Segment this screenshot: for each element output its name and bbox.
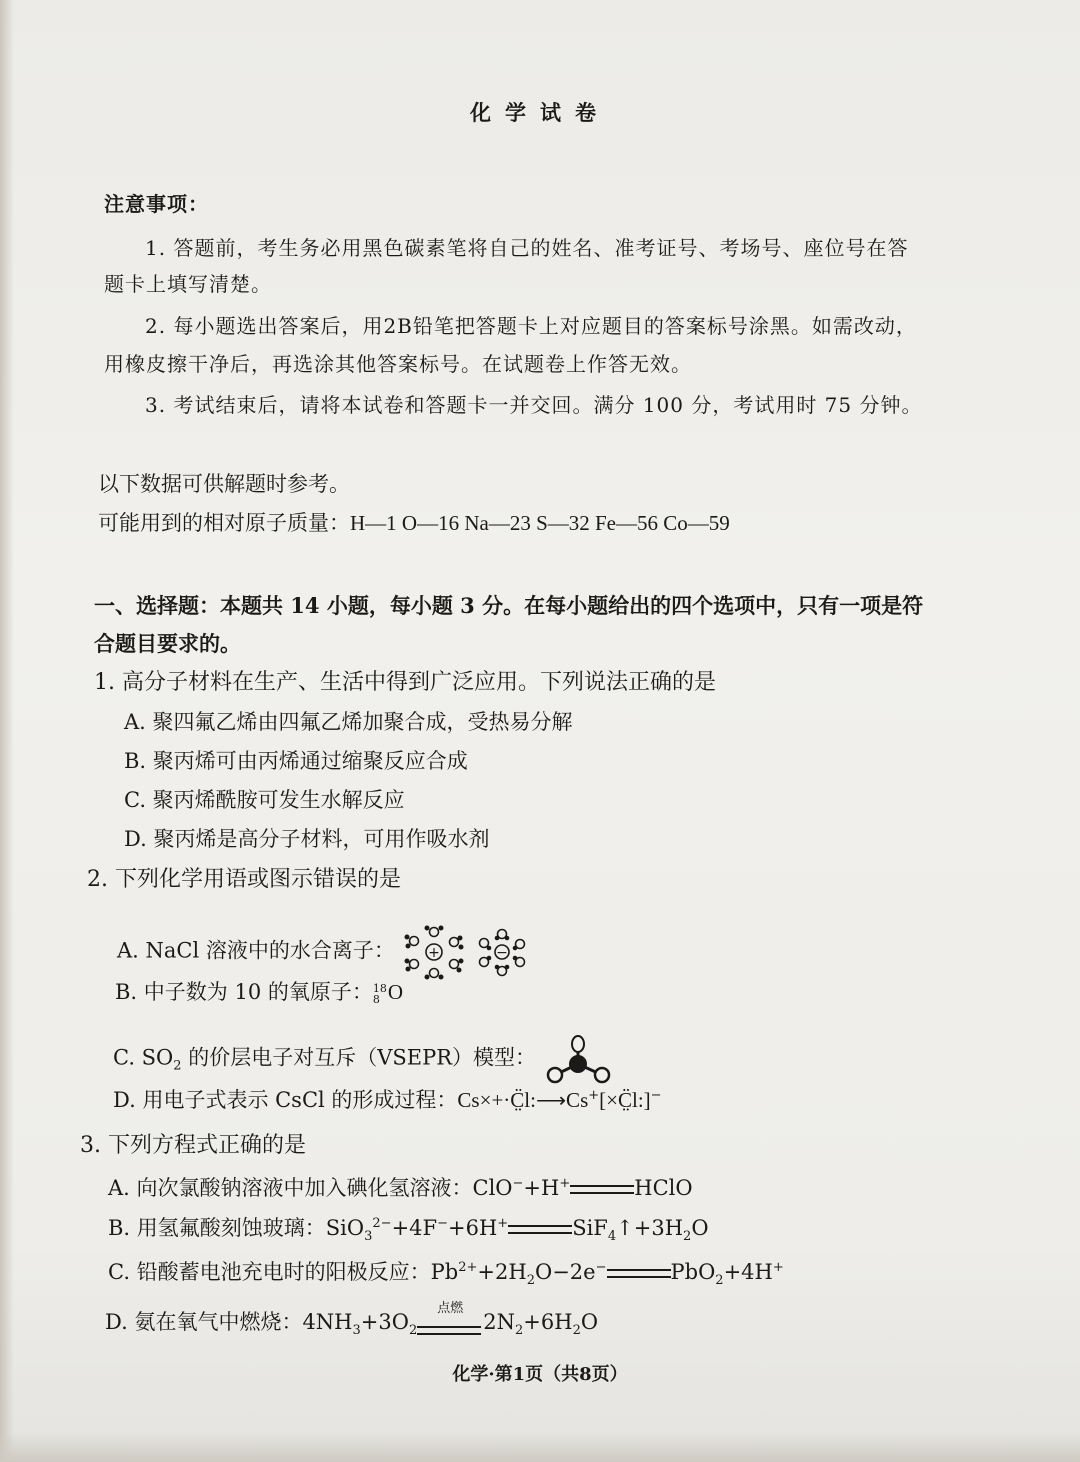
q2-option-c-text-2: 的价层电子对互斥（VSEPR）模型：: [181, 1045, 537, 1070]
isotope-numbers: [373, 983, 387, 1005]
q2-option-b-text: B. 中子数为 10 的氧原子：: [115, 980, 373, 1004]
q2-option-a-text: A. NaCl 溶液中的水合离子：: [117, 938, 395, 963]
q3-c-mid-2: O−2e: [534, 1260, 596, 1284]
q1-option-b: B. 聚丙烯可由丙烯通过缩聚反应合成: [124, 749, 468, 773]
page-shadow-bottom: [0, 1432, 1080, 1462]
q3-c-end: +4H: [723, 1260, 773, 1284]
minus-sign: −: [495, 945, 508, 961]
q3-option-a: [108, 1176, 693, 1201]
reference-note: 以下数据可供解题时参考。: [98, 472, 350, 496]
q3-b-sup-2: −: [437, 1216, 448, 1231]
q3-c-sup-3: +: [772, 1260, 784, 1275]
q3-b-sub-3: 2: [683, 1229, 692, 1245]
q3-b-product: SiF: [572, 1216, 608, 1240]
q3-a-sup-2: +: [559, 1176, 571, 1191]
notice-item-2-line-1: 2. 每小题选出答案后，用2B铅笔把答题卡上对应题目的答案标号涂黑。如需改动，: [145, 314, 917, 338]
atomic-number: 8: [372, 992, 380, 1006]
q3-d-o: O: [580, 1310, 599, 1334]
q3-d-sub-2: 2: [408, 1323, 418, 1339]
q3-c-sup: 2+: [458, 1260, 478, 1275]
section-1-heading-line-1: 一、选择题：本题共 14 小题，每小题 3 分。在每小题给出的四个选项中，只有一项是符: [94, 593, 924, 618]
q3-b-sub: 3: [364, 1229, 373, 1245]
q3-b-sub-2: 4: [607, 1229, 617, 1245]
q3-c-mid: +2H: [477, 1260, 527, 1284]
q2-option-c: [113, 1034, 613, 1084]
q3-b-end: ↑+3H: [616, 1216, 684, 1240]
page-title: 化学试卷: [470, 100, 610, 125]
q3-c-product: PbO: [670, 1260, 716, 1284]
q2-option-d-text: D. 用电子式表示 CsCl 的形成过程：: [113, 1088, 458, 1112]
notice-item-1-line-1: 1. 答题前，考生务必用黑色碳素笔将自己的姓名、准考证号、考场号、座位号在答: [145, 236, 909, 260]
equals-sign: [570, 1185, 634, 1194]
reaction-condition: [417, 1300, 483, 1331]
q1-option-a: A. 聚四氟乙烯由四氟乙烯加聚合成，受热易分解: [124, 710, 573, 734]
q3-d-end: +6H: [523, 1310, 573, 1334]
q3-b-sup-3: +: [497, 1216, 509, 1231]
ignition-condition: 点燃: [437, 1300, 464, 1316]
q2-stem: 2. 下列化学用语或图示错误的是: [87, 867, 401, 892]
q1-option-c: C. 聚丙烯酰胺可发生水解反应: [124, 788, 405, 812]
q3-d-text: D. 氨在氧气中燃烧：4NH: [105, 1310, 353, 1334]
q2-option-c-text: C. SO: [113, 1045, 174, 1070]
q2-option-c-sub: 2: [173, 1058, 182, 1074]
q3-c-sub-2: 2: [715, 1273, 724, 1289]
plus-sign: +: [427, 945, 440, 961]
q1-stem: 1. 高分子材料在生产、生活中得到广泛应用。下列说法正确的是: [94, 670, 716, 695]
q2-option-a: [117, 924, 532, 980]
q3-a-sup-1: −: [512, 1176, 524, 1191]
q3-b-mid-2: +6H: [448, 1216, 498, 1240]
q3-d-sub-4: 2: [572, 1323, 581, 1339]
q3-option-b: [108, 1216, 709, 1245]
q3-a-product: HClO: [634, 1176, 693, 1200]
cl-charge: −: [650, 1088, 662, 1103]
q3-d-product: 2N: [483, 1310, 515, 1334]
section-1-heading-line-2: 合题目要求的。: [94, 631, 241, 656]
q3-d-sub-3: 2: [515, 1323, 524, 1339]
q3-b-text: B. 用氢氟酸刻蚀玻璃：SiO: [108, 1216, 365, 1240]
q3-c-sup-2: −: [595, 1260, 607, 1275]
q3-stem: 3. 下列方程式正确的是: [80, 1133, 306, 1158]
q3-c-text: C. 铅酸蓄电池充电时的阳极反应：Pb: [108, 1260, 459, 1284]
q2-option-b: [115, 980, 403, 1005]
vsepr-model-icon: [543, 1034, 613, 1084]
q1-option-d: D. 聚丙烯是高分子材料，可用作吸水剂: [124, 827, 490, 851]
chloride-bracket: [×C̤̈l:]: [599, 1088, 651, 1112]
equals-sign: [508, 1225, 572, 1234]
page-shadow-left: [0, 0, 14, 1462]
q3-b-mid-1: +4F: [391, 1216, 438, 1240]
mass-number: 18: [372, 981, 387, 995]
notice-heading: 注意事项：: [104, 192, 209, 216]
notice-item-1-line-2: 题卡上填写清楚。: [104, 272, 272, 296]
q3-d-sub-1: 3: [352, 1323, 361, 1339]
equals-sign: [417, 1326, 481, 1335]
cscl-formation-formula: Cs×+·C̤̈l:⟶Cs: [457, 1088, 589, 1112]
cs-charge: +: [588, 1088, 600, 1103]
oxygen-symbol: O: [387, 980, 404, 1004]
page-footer: 化学·第1页（共8页）: [452, 1364, 628, 1385]
atomic-masses: 可能用到的相对原子质量：H—1 O—16 Na—23 S—32 Fe—56 Co—59: [98, 511, 730, 535]
q2-option-d: [113, 1088, 662, 1113]
q3-b-o: O: [691, 1216, 709, 1240]
q3-d-mid: +3O: [360, 1310, 409, 1334]
q3-a-text: A. 向次氯酸钠溶液中加入碘化氢溶液：ClO: [108, 1176, 513, 1200]
hydrated-ions-diagram: [402, 924, 532, 980]
notice-item-2-line-2: 用橡皮擦干净后，再选涂其他答案标号。在试题卷上作答无效。: [104, 352, 692, 376]
q3-option-c: [108, 1260, 784, 1289]
q3-c-sub: 2: [526, 1273, 535, 1289]
q3-b-sup: 2−: [372, 1216, 392, 1231]
notice-item-3: 3. 考试结束后，请将本试卷和答题卡一并交回。满分 100 分，考试用时 75 分钟。: [145, 393, 923, 417]
q3-a-mid: +H: [523, 1176, 560, 1200]
equals-sign: [607, 1269, 671, 1278]
q3-option-d: [105, 1300, 599, 1339]
